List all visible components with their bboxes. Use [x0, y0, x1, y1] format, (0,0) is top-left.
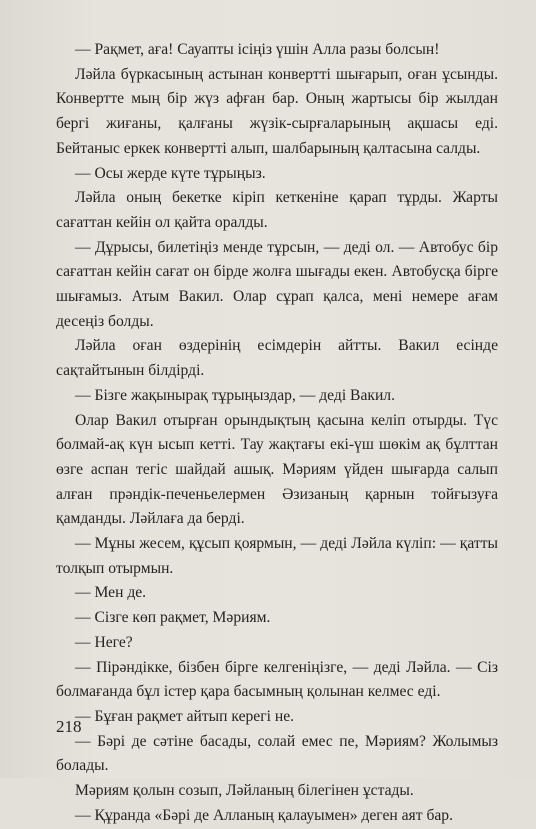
paragraph: — Пірәндікке, бізбен бірге келгеніңізге, — деді Ләйла. — Сіз болмағанда бұл істер қара басымның қолынан келмес еді.: [56, 658, 498, 701]
paragraph: — Бәрі де сәтіне басады, солай емес пе, Мәриям? Жолымыз болады.: [56, 732, 498, 775]
paragraph: — Мен де.: [75, 584, 147, 602]
paragraph: — Сізге көп рақмет, Мәриям.: [75, 609, 271, 627]
paragraph: — Құранда «Бәрі де Алланың қалауымен» деген аят бар.: [75, 806, 453, 824]
paragraph: — Мұны жесем, құсып қоярмын, — деді Ләйла күліп: — қатты толқып отырмын.: [56, 535, 498, 577]
paragraph: Олар Вакил отырған орындықтың қасына келіп отырды. Түс болмай-ақ күн ысып кетті. Тау жақтағы екі-үш шөкім ақ бұлттан өзге аспан тегіс шайдай ашық. Мәриям үйден шығарда салып алған прәндік-печеньелермен Әзизаның қарнын тойғызуға қамданды. Ләйлаға да берді.: [56, 411, 498, 528]
page-number: 218: [56, 717, 82, 736]
page-text: [56, 38, 498, 829]
paragraph: Ләйла бүркасының астынан конвертті шығарып, оған ұсынды. Конвертте мың бір жүз афған бар. Оның жартысы бір жылдан бергі жиғаны, қалғаны жүзік-сырғаларының ақшасы еді. Бейтаныс еркек конвертті алып, шалбарының қалтасына салды.: [56, 65, 498, 157]
paragraph: Ләйла оның бекетке кіріп кеткеніне қарап тұрды. Жарты сағаттан кейін ол қайта оралды.: [56, 189, 498, 231]
paragraph: — Бізге жақынырақ тұрыңыздар, — деді Вакил.: [75, 386, 395, 404]
paragraph: Ләйла оған өздерінің есімдерін айтты. Вакил есінде сақтайтынын білдірді.: [56, 337, 498, 380]
paragraph: — Неге?: [75, 633, 133, 651]
paragraph: Мәриям қолын созып, Ләйланың білегінен ұстады.: [75, 782, 414, 800]
paragraph: — Дұрысы, билетіңіз менде тұрсын, — деді ол. — Автобус бір сағаттан кейін сағат он бірде жолға шығады екен. Автобусқа бірге шығамыз. Атым Вакил. Олар сұрап қалса, мені немере ағам десеңіз болды.: [56, 238, 498, 330]
paragraph: — Рақмет, аға! Сауапты ісіңіз үшін Алла разы болсын!: [75, 41, 440, 58]
paragraph: — Бұған рақмет айтып керегі не.: [75, 707, 295, 725]
paragraph: — Осы жерде күте тұрыңыз.: [75, 164, 266, 182]
